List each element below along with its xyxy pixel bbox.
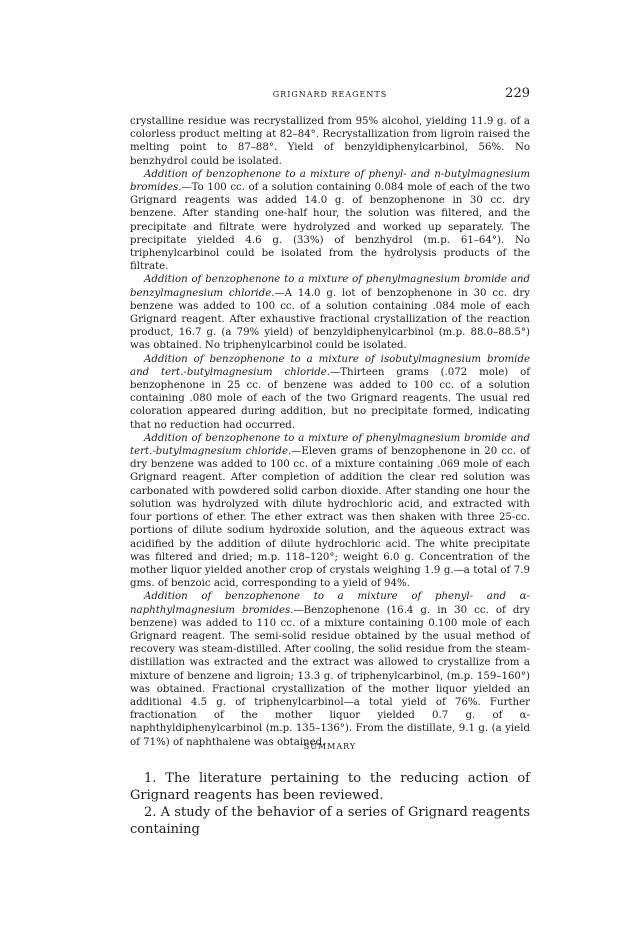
paragraph-continuation: [130, 115, 530, 168]
paragraph-isobutyl-tertbutyl: [130, 353, 530, 432]
paragraph-text: crystalline residue was recrystallized from 95% alcohol, yielding 11.9 g. of a colorless product melting at 82–84°. Recrystallization from ligroin raised the melting point to 87–88°. Yield of benzyldiphenylcarbinol, 56%. No benzhydrol could be isolated.: [130, 116, 530, 167]
paragraph-phenyl-benzyl: [130, 273, 530, 352]
paragraph-text: —A 14.0 g. lot of benzophenone in 30 cc. dry benzene was added to 100 cc. of a solution containing .084 mole of each Grignard reagent. After exhaustive fractional crystallization of the reaction product, 16.7 g. (a 79% yield) of benzyldiphenylcarbinol (m.p. 88.0–88.5°) was obtained. No triphenylcarbinol could be isolated.: [130, 287, 531, 352]
paragraph-lead: Addition of benzophenone to a mixture of isobutylmagnesium bromide and tert.-butylmagnesium chloride.: [130, 353, 530, 378]
summary-item: 2. A study of the behavior of a series of Grignard reagents containing: [130, 805, 530, 837]
paragraph-lead: Addition of benzophenone to a mixture of phenyl- and α-naphthylmagnesium bromides.: [130, 591, 530, 616]
paragraph-phenyl-naphthyl: [130, 590, 530, 748]
running-head: GRIGNARD REAGENTS: [272, 90, 388, 99]
paragraph-text: —To 100 cc. of a solution containing 0.084 mole of each of the two Grignard reagents was added 14.0 g. of benzophenone in 30 cc. dry benzene. After standing one-half hour, the solution was filtered, and the precipitate and filtrate were hydrolyzed and worked up separately. The precipitate yielded 4.6 g. (33%) of benzhydrol (m.p. 61–64°). No triphenylcarbinol could be isolated from the hydrolysis products of the filtrate.: [130, 182, 530, 273]
paragraph-lead: Addition of benzophenone to a mixture of phenylmagnesium bromide and benzylmagnesium chloride.: [130, 274, 530, 299]
body-text: [130, 115, 530, 749]
paragraph-lead: Addition of benzophenone to a mixture of phenylmagnesium bromide and tert.-butylmagnesium chloride.: [130, 432, 530, 458]
paragraph-phenyl-butyl: [130, 168, 530, 274]
summary-item: 1. The literature pertaining to the reducing action of Grignard reagents has been reviewed.: [130, 771, 530, 803]
summary-section: [130, 770, 530, 838]
paragraph-lead: Addition of benzophenone to a mixture of phenyl- and n-butylmagnesium bromides.: [130, 168, 530, 194]
paragraph-phenyl-tertbutyl: [130, 432, 530, 590]
page-number: 229: [505, 86, 530, 101]
summary-heading: SUMMARY: [303, 742, 357, 751]
page-header: [130, 86, 530, 106]
paragraph-text: —Thirteen grams (.072 mole) of benzophenone in 25 cc. of benzene was added to 100 cc. of a solution containing .080 mole of each of the two Grignard reagents. The usual red coloration appeared during addition, but no precipitate formed, indicating that no reduction had occurred.: [130, 366, 531, 431]
paragraph-text: —Benzophenone (16.4 g. in 30 cc. of dry benzene) was added to 110 cc. of a mixture containing 0.100 mole of each Grignard reagent. The semi-solid residue obtained by the usual method of recovery was steam-distilled. After cooling, the solid residue from the steam-distillation was extracted and the extract was allowed to crystallize from a mixture of benzene and ligroin; 13.3 g. of triphenylcarbinol, (m.p. 159–160°) was obtained. Fractional crystallization of the mother liquor yielded an additional 4.5 g. of triphenylcarbinol—a total yield of 76%. Further fractionation of the mother liquor yielded 0.7 g. of α-naphthyldiphenylcarbinol (m.p. 135–136°). From the distillate, 9.1 g. (a yield of 71%) of naphthalene was obtained.: [130, 604, 530, 748]
paragraph-text: —Eleven grams of benzophenone in 20 cc. of dry benzene was added to 100 cc. of a mixture containing .069 mole of each Grignard reagent. After completion of addition the clear red solution was carbonated with powdered solid carbon dioxide. After standing one hour the solution was hydrolyzed with dilute hydrochloric acid, and extracted with four portions of ether. The ether extract was then shaken with three 25-cc. portions of dilute sodium hydroxide solution, and the aqueous extract was acidified by the addition of dilute hydrochloric acid. The white precipitate was filtered and dried; m.p. 118–120°; weight 6.0 g. Concentration of the mother liquor yielded another crop of crystals weighing 1.9 g.—a total of 7.9 gms. of benzoic acid, corresponding to a yield of 94%.: [130, 446, 530, 590]
